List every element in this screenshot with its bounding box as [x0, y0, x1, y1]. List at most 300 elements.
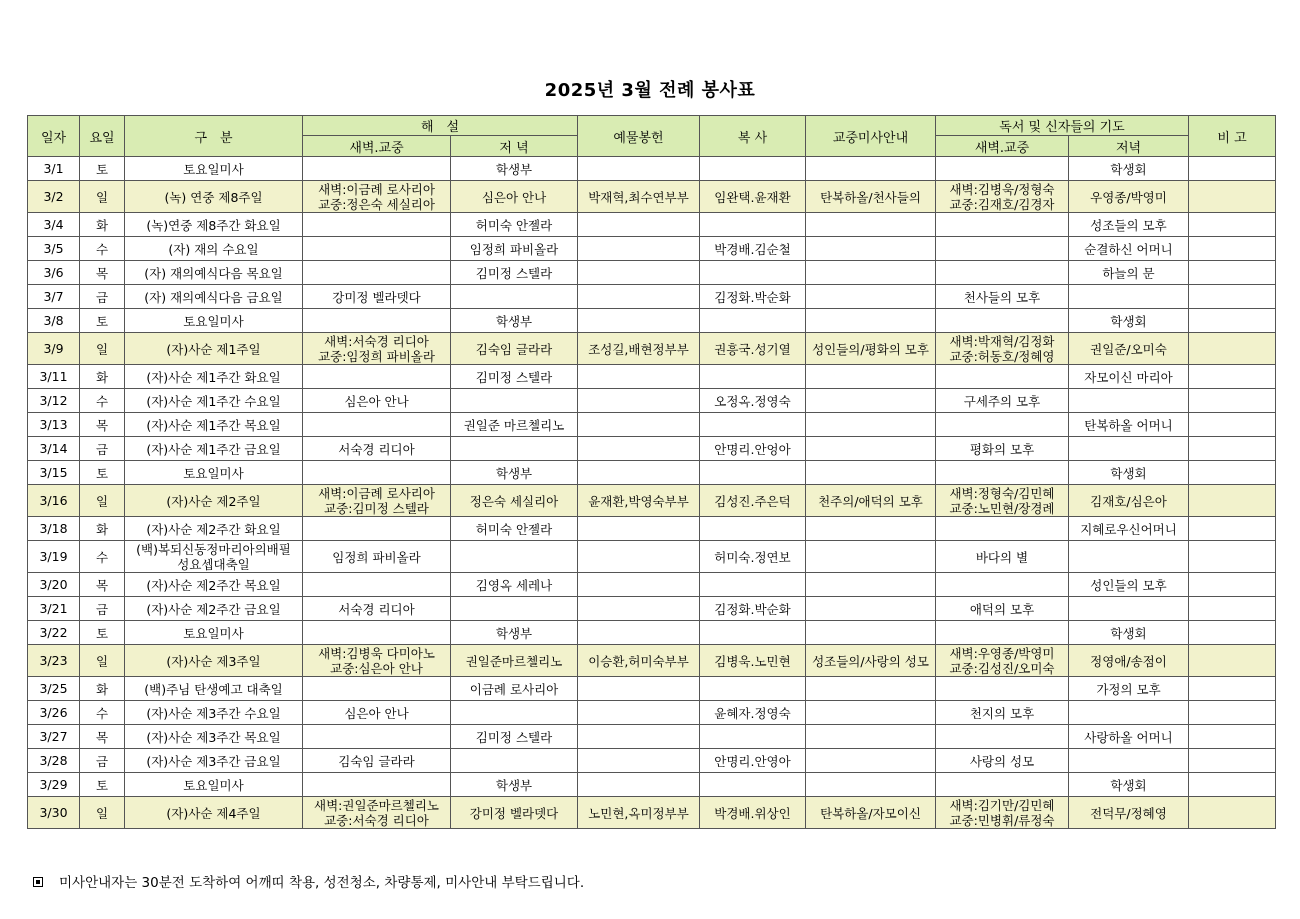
commentary-dawn-cell	[303, 237, 451, 261]
reading-dawn-cell-line: 새벽:김기만/김민혜	[949, 797, 1055, 813]
server-cell	[700, 725, 806, 749]
reading-evening-cell: 순결하신 어머니	[1069, 237, 1189, 261]
offering-cell: 박재혁,최수연부부	[578, 181, 700, 213]
server-cell: 박경배.김순철	[700, 237, 806, 261]
offering-cell	[578, 213, 700, 237]
category-cell: 토요일미사	[125, 461, 303, 485]
server-cell	[700, 157, 806, 181]
offering-cell	[578, 677, 700, 701]
offering-cell: 노민현,옥미정부부	[578, 797, 700, 829]
header-reading-dawn: 새벽.교중	[936, 136, 1069, 157]
reading-evening-cell: 학생회	[1069, 773, 1189, 797]
category-cell: 토요일미사	[125, 157, 303, 181]
table-row	[28, 773, 1276, 797]
commentary-evening-cell: 학생부	[451, 157, 578, 181]
category-cell: (자)사순 제3주일	[125, 645, 303, 677]
commentary-evening-cell: 권일준마르첼리노	[451, 645, 578, 677]
commentary-dawn-cell	[303, 157, 451, 181]
category-cell: (자)사순 제2주간 목요일	[125, 573, 303, 597]
reading-evening-cell	[1069, 437, 1189, 461]
category-cell-line: 성요셉대축일	[177, 556, 250, 572]
reading-dawn-cell	[936, 413, 1069, 437]
category-cell: (자)사순 제1주간 목요일	[125, 413, 303, 437]
footer-note	[33, 871, 584, 891]
commentary-evening-cell	[451, 437, 578, 461]
schedule-table	[27, 115, 1276, 829]
reading-evening-cell: 가정의 모후	[1069, 677, 1189, 701]
mass-guide-cell	[806, 285, 936, 309]
commentary-evening-cell: 김영옥 세레나	[451, 573, 578, 597]
mass-guide-cell	[806, 237, 936, 261]
day-cell: 수	[80, 701, 125, 725]
reading-evening-cell: 탄복하올 어머니	[1069, 413, 1189, 437]
header-server: 복 사	[700, 116, 806, 157]
reading-dawn-cell-line: 새벽:우영종/박영미	[949, 645, 1055, 661]
commentary-dawn-cell-line: 교중:서숙경 리디아	[324, 812, 429, 828]
commentary-evening-cell: 심은아 안나	[451, 181, 578, 213]
remarks-cell	[1189, 157, 1276, 181]
server-cell: 안명리.안엉아	[700, 437, 806, 461]
commentary-dawn-cell	[303, 797, 451, 829]
remarks-cell	[1189, 597, 1276, 621]
category-cell: (녹) 연중 제8주일	[125, 181, 303, 213]
table-row	[28, 701, 1276, 725]
day-cell: 수	[80, 541, 125, 573]
header-mass-guide: 교중미사안내	[806, 116, 936, 157]
commentary-dawn-cell-line: 교중:김미정 스텔라	[324, 500, 429, 516]
day-cell: 토	[80, 621, 125, 645]
day-cell: 화	[80, 677, 125, 701]
day-cell: 화	[80, 365, 125, 389]
category-cell: (자)사순 제4주일	[125, 797, 303, 829]
header-reading: 독서 및 신자들의 기도	[936, 116, 1189, 136]
offering-cell	[578, 413, 700, 437]
table-row	[28, 413, 1276, 437]
offering-cell: 조성길,배현정부부	[578, 333, 700, 365]
server-cell	[700, 677, 806, 701]
commentary-dawn-cell	[303, 213, 451, 237]
offering-cell	[578, 309, 700, 333]
reading-dawn-cell-line: 새벽:정형숙/김민혜	[949, 485, 1055, 501]
category-cell: (녹)연중 제8주간 화요일	[125, 213, 303, 237]
offering-cell	[578, 573, 700, 597]
offering-cell	[578, 517, 700, 541]
commentary-evening-cell: 임정희 파비올라	[451, 237, 578, 261]
reading-dawn-cell	[936, 621, 1069, 645]
date-cell: 3/16	[28, 485, 80, 517]
header-reading-evening: 저녁	[1069, 136, 1189, 157]
date-cell: 3/20	[28, 573, 80, 597]
mass-guide-cell	[806, 261, 936, 285]
reading-evening-cell: 김재호/심은아	[1069, 485, 1189, 517]
table-row	[28, 541, 1276, 573]
reading-dawn-cell	[936, 773, 1069, 797]
commentary-dawn-cell	[303, 309, 451, 333]
header-date: 일자	[28, 116, 80, 157]
table-row	[28, 485, 1276, 517]
commentary-evening-cell: 김미정 스텔라	[451, 365, 578, 389]
server-cell: 김정화.박순화	[700, 597, 806, 621]
reading-evening-cell	[1069, 749, 1189, 773]
remarks-cell	[1189, 213, 1276, 237]
commentary-dawn-cell: 임정희 파비올라	[303, 541, 451, 573]
commentary-dawn-cell-line: 새벽:서숙경 리디아	[324, 333, 429, 349]
remarks-cell	[1189, 621, 1276, 645]
reading-evening-cell: 학생회	[1069, 461, 1189, 485]
commentary-evening-cell: 이금례 로사리아	[451, 677, 578, 701]
reading-dawn-cell-line: 새벽:김병욱/정형숙	[949, 181, 1055, 197]
commentary-dawn-cell	[303, 365, 451, 389]
remarks-cell	[1189, 237, 1276, 261]
mass-guide-cell	[806, 389, 936, 413]
date-cell: 3/23	[28, 645, 80, 677]
commentary-evening-cell: 강미정 벨라뎃다	[451, 797, 578, 829]
remarks-cell	[1189, 573, 1276, 597]
remarks-cell	[1189, 413, 1276, 437]
reading-dawn-cell: 천사들의 모후	[936, 285, 1069, 309]
commentary-dawn-cell	[303, 485, 451, 517]
table-row	[28, 237, 1276, 261]
reading-dawn-cell	[936, 461, 1069, 485]
remarks-cell	[1189, 309, 1276, 333]
mass-guide-cell: 성인들의/평화의 모후	[806, 333, 936, 365]
reading-dawn-cell: 천지의 모후	[936, 701, 1069, 725]
reading-dawn-cell	[936, 517, 1069, 541]
commentary-evening-cell: 정은숙 세실리아	[451, 485, 578, 517]
category-cell: (백)주님 탄생예고 대축일	[125, 677, 303, 701]
commentary-evening-cell: 김미정 스텔라	[451, 261, 578, 285]
table-row	[28, 797, 1276, 829]
table-row	[28, 157, 1276, 181]
mass-guide-cell	[806, 309, 936, 333]
commentary-dawn-cell	[303, 413, 451, 437]
mass-guide-cell	[806, 749, 936, 773]
commentary-dawn-cell: 서숙경 리디아	[303, 437, 451, 461]
reading-evening-cell: 전덕무/정혜영	[1069, 797, 1189, 829]
mass-guide-cell	[806, 677, 936, 701]
reading-evening-cell	[1069, 541, 1189, 573]
reading-evening-cell	[1069, 701, 1189, 725]
server-cell: 권흥국.성기열	[700, 333, 806, 365]
commentary-dawn-cell: 강미정 벨라뎃다	[303, 285, 451, 309]
commentary-evening-cell	[451, 285, 578, 309]
reading-dawn-cell	[936, 333, 1069, 365]
table-row	[28, 749, 1276, 773]
table-row	[28, 461, 1276, 485]
reading-dawn-cell	[936, 677, 1069, 701]
square-bullet-icon	[33, 877, 43, 887]
date-cell: 3/22	[28, 621, 80, 645]
commentary-evening-cell: 허미숙 안젤라	[451, 213, 578, 237]
reading-dawn-cell: 구세주의 모후	[936, 389, 1069, 413]
category-cell: (자)사순 제3주간 수요일	[125, 701, 303, 725]
category-cell: (자)사순 제1주간 금요일	[125, 437, 303, 461]
category-cell: 토요일미사	[125, 621, 303, 645]
header-offering: 예물봉헌	[578, 116, 700, 157]
table-row	[28, 181, 1276, 213]
commentary-dawn-cell-line: 교중:임정희 파비올라	[318, 348, 435, 364]
reading-dawn-cell	[936, 797, 1069, 829]
date-cell: 3/30	[28, 797, 80, 829]
day-cell: 토	[80, 773, 125, 797]
page-title: 2025년 3월 전례 봉사표	[544, 80, 756, 101]
commentary-evening-cell: 학생부	[451, 461, 578, 485]
date-cell: 3/27	[28, 725, 80, 749]
reading-evening-cell	[1069, 285, 1189, 309]
reading-evening-cell: 학생회	[1069, 309, 1189, 333]
mass-guide-cell: 탄복하올/자모이신	[806, 797, 936, 829]
reading-dawn-cell	[936, 485, 1069, 517]
mass-guide-cell: 탄복하올/천사들의	[806, 181, 936, 213]
table-row	[28, 333, 1276, 365]
reading-dawn-cell-line: 교중:김재호/김경자	[949, 196, 1055, 212]
day-cell: 목	[80, 573, 125, 597]
reading-dawn-cell	[936, 213, 1069, 237]
reading-evening-cell: 지혜로우신어머니	[1069, 517, 1189, 541]
date-cell: 3/12	[28, 389, 80, 413]
table-header	[28, 116, 1276, 157]
server-cell	[700, 309, 806, 333]
commentary-evening-cell: 학생부	[451, 621, 578, 645]
table-row	[28, 285, 1276, 309]
reading-evening-cell: 성인들의 모후	[1069, 573, 1189, 597]
header-commentary-evening: 저 녁	[451, 136, 578, 157]
commentary-evening-cell: 김미정 스텔라	[451, 725, 578, 749]
day-cell: 일	[80, 181, 125, 213]
reading-dawn-cell	[936, 261, 1069, 285]
header-remarks: 비 고	[1189, 116, 1276, 157]
category-cell: (자)사순 제2주간 금요일	[125, 597, 303, 621]
table-row	[28, 597, 1276, 621]
remarks-cell	[1189, 725, 1276, 749]
mass-guide-cell	[806, 517, 936, 541]
remarks-cell	[1189, 333, 1276, 365]
remarks-cell	[1189, 485, 1276, 517]
reading-dawn-cell-line: 교중:김성진/오미숙	[949, 660, 1055, 676]
reading-dawn-cell	[936, 645, 1069, 677]
category-cell: (자) 재의 수요일	[125, 237, 303, 261]
commentary-dawn-cell	[303, 261, 451, 285]
remarks-cell	[1189, 365, 1276, 389]
offering-cell	[578, 157, 700, 181]
reading-dawn-cell-line: 교중:노민현/장경례	[949, 500, 1055, 516]
remarks-cell	[1189, 437, 1276, 461]
day-cell: 금	[80, 437, 125, 461]
offering-cell	[578, 237, 700, 261]
server-cell	[700, 413, 806, 437]
reading-evening-cell	[1069, 597, 1189, 621]
reading-evening-cell: 우영종/박영미	[1069, 181, 1189, 213]
reading-evening-cell: 하늘의 문	[1069, 261, 1189, 285]
remarks-cell	[1189, 461, 1276, 485]
commentary-dawn-cell: 심은아 안나	[303, 701, 451, 725]
header-commentary-dawn: 새벽.교중	[303, 136, 451, 157]
day-cell: 금	[80, 597, 125, 621]
reading-dawn-cell	[936, 181, 1069, 213]
category-cell: (자)사순 제1주간 수요일	[125, 389, 303, 413]
day-cell: 일	[80, 333, 125, 365]
reading-evening-cell	[1069, 389, 1189, 413]
day-cell: 일	[80, 797, 125, 829]
remarks-cell	[1189, 701, 1276, 725]
mass-guide-cell	[806, 437, 936, 461]
commentary-dawn-cell	[303, 461, 451, 485]
table-row	[28, 365, 1276, 389]
remarks-cell	[1189, 677, 1276, 701]
reading-evening-cell: 성조들의 모후	[1069, 213, 1189, 237]
offering-cell	[578, 621, 700, 645]
remarks-cell	[1189, 517, 1276, 541]
remarks-cell	[1189, 285, 1276, 309]
server-cell: 김성진.주은덕	[700, 485, 806, 517]
commentary-dawn-cell: 심은아 안나	[303, 389, 451, 413]
reading-dawn-cell: 사랑의 성모	[936, 749, 1069, 773]
remarks-cell	[1189, 797, 1276, 829]
reading-dawn-cell-line: 교중:민병휘/류정숙	[949, 812, 1055, 828]
day-cell: 목	[80, 413, 125, 437]
server-cell: 박경배.위상인	[700, 797, 806, 829]
date-cell: 3/4	[28, 213, 80, 237]
commentary-dawn-cell	[303, 725, 451, 749]
commentary-dawn-cell-line: 새벽:김병욱 다미아노	[318, 645, 435, 661]
date-cell: 3/18	[28, 517, 80, 541]
table-row	[28, 213, 1276, 237]
offering-cell	[578, 749, 700, 773]
mass-guide-cell	[806, 213, 936, 237]
offering-cell	[578, 725, 700, 749]
mass-guide-cell	[806, 725, 936, 749]
day-cell: 토	[80, 309, 125, 333]
offering-cell	[578, 389, 700, 413]
commentary-evening-cell: 허미숙 안젤라	[451, 517, 578, 541]
reading-dawn-cell: 평화의 모후	[936, 437, 1069, 461]
offering-cell	[578, 365, 700, 389]
commentary-evening-cell	[451, 749, 578, 773]
day-cell: 토	[80, 157, 125, 181]
date-cell: 3/8	[28, 309, 80, 333]
server-cell	[700, 213, 806, 237]
commentary-evening-cell: 김숙임 글라라	[451, 333, 578, 365]
header-day: 요일	[80, 116, 125, 157]
table-row	[28, 677, 1276, 701]
table-row	[28, 437, 1276, 461]
date-cell: 3/14	[28, 437, 80, 461]
category-cell: (자) 재의예식다음 금요일	[125, 285, 303, 309]
date-cell: 3/21	[28, 597, 80, 621]
mass-guide-cell	[806, 461, 936, 485]
server-cell: 허미숙.정연보	[700, 541, 806, 573]
date-cell: 3/25	[28, 677, 80, 701]
remarks-cell	[1189, 645, 1276, 677]
commentary-dawn-cell: 서숙경 리디아	[303, 597, 451, 621]
reading-evening-cell: 자모이신 마리아	[1069, 365, 1189, 389]
reading-dawn-cell: 바다의 별	[936, 541, 1069, 573]
commentary-evening-cell	[451, 701, 578, 725]
reading-dawn-cell-line: 교중:허동호/정혜영	[949, 348, 1055, 364]
mass-guide-cell	[806, 597, 936, 621]
day-cell: 일	[80, 485, 125, 517]
day-cell: 금	[80, 285, 125, 309]
commentary-dawn-cell	[303, 773, 451, 797]
day-cell: 일	[80, 645, 125, 677]
remarks-cell	[1189, 389, 1276, 413]
day-cell: 토	[80, 461, 125, 485]
commentary-evening-cell: 학생부	[451, 773, 578, 797]
category-cell-line: (백)복되신동정마리아의배필	[136, 541, 291, 557]
offering-cell	[578, 773, 700, 797]
mass-guide-cell: 천주의/애덕의 모후	[806, 485, 936, 517]
commentary-dawn-cell	[303, 573, 451, 597]
server-cell: 김병욱.노민현	[700, 645, 806, 677]
offering-cell	[578, 541, 700, 573]
remarks-cell	[1189, 773, 1276, 797]
category-cell	[125, 541, 303, 573]
header-category: 구 분	[125, 116, 303, 157]
server-cell	[700, 365, 806, 389]
reading-evening-cell: 정영애/송점이	[1069, 645, 1189, 677]
remarks-cell	[1189, 749, 1276, 773]
reading-dawn-cell	[936, 309, 1069, 333]
mass-guide-cell	[806, 541, 936, 573]
server-cell	[700, 461, 806, 485]
commentary-dawn-cell-line: 교중:심은아 안나	[330, 660, 423, 676]
category-cell: 토요일미사	[125, 773, 303, 797]
category-cell: (자)사순 제3주간 금요일	[125, 749, 303, 773]
offering-cell	[578, 461, 700, 485]
category-cell: (자) 재의예식다음 목요일	[125, 261, 303, 285]
mass-guide-cell	[806, 157, 936, 181]
date-cell: 3/28	[28, 749, 80, 773]
reading-evening-cell: 학생회	[1069, 621, 1189, 645]
commentary-evening-cell	[451, 597, 578, 621]
footer-note-text: 미사안내자는 30분전 도착하여 어깨띠 착용, 성전청소, 차량통제, 미사안내 부탁드립니다.	[59, 875, 585, 891]
commentary-dawn-cell-line: 새벽:권일준마르첼리노	[314, 797, 439, 813]
commentary-dawn-cell	[303, 677, 451, 701]
table-row	[28, 621, 1276, 645]
commentary-dawn-cell-line: 교중:정은숙 세실리아	[318, 196, 435, 212]
date-cell: 3/11	[28, 365, 80, 389]
table-row	[28, 309, 1276, 333]
category-cell: 토요일미사	[125, 309, 303, 333]
table-row	[28, 517, 1276, 541]
mass-guide-cell	[806, 621, 936, 645]
remarks-cell	[1189, 181, 1276, 213]
mass-guide-cell	[806, 365, 936, 389]
table-row	[28, 645, 1276, 677]
server-cell	[700, 573, 806, 597]
offering-cell	[578, 261, 700, 285]
server-cell	[700, 773, 806, 797]
server-cell	[700, 517, 806, 541]
server-cell: 임완택.윤재환	[700, 181, 806, 213]
category-cell: (자)사순 제1주일	[125, 333, 303, 365]
offering-cell	[578, 701, 700, 725]
commentary-evening-cell: 학생부	[451, 309, 578, 333]
commentary-evening-cell	[451, 541, 578, 573]
server-cell	[700, 621, 806, 645]
day-cell: 수	[80, 389, 125, 413]
date-cell: 3/6	[28, 261, 80, 285]
remarks-cell	[1189, 541, 1276, 573]
reading-evening-cell: 학생회	[1069, 157, 1189, 181]
mass-guide-cell: 성조들의/사랑의 성모	[806, 645, 936, 677]
commentary-dawn-cell	[303, 333, 451, 365]
commentary-dawn-cell-line: 새벽:이금례 로사리아	[318, 485, 435, 501]
offering-cell: 이승환,허미숙부부	[578, 645, 700, 677]
date-cell: 3/29	[28, 773, 80, 797]
mass-guide-cell	[806, 413, 936, 437]
date-cell: 3/26	[28, 701, 80, 725]
